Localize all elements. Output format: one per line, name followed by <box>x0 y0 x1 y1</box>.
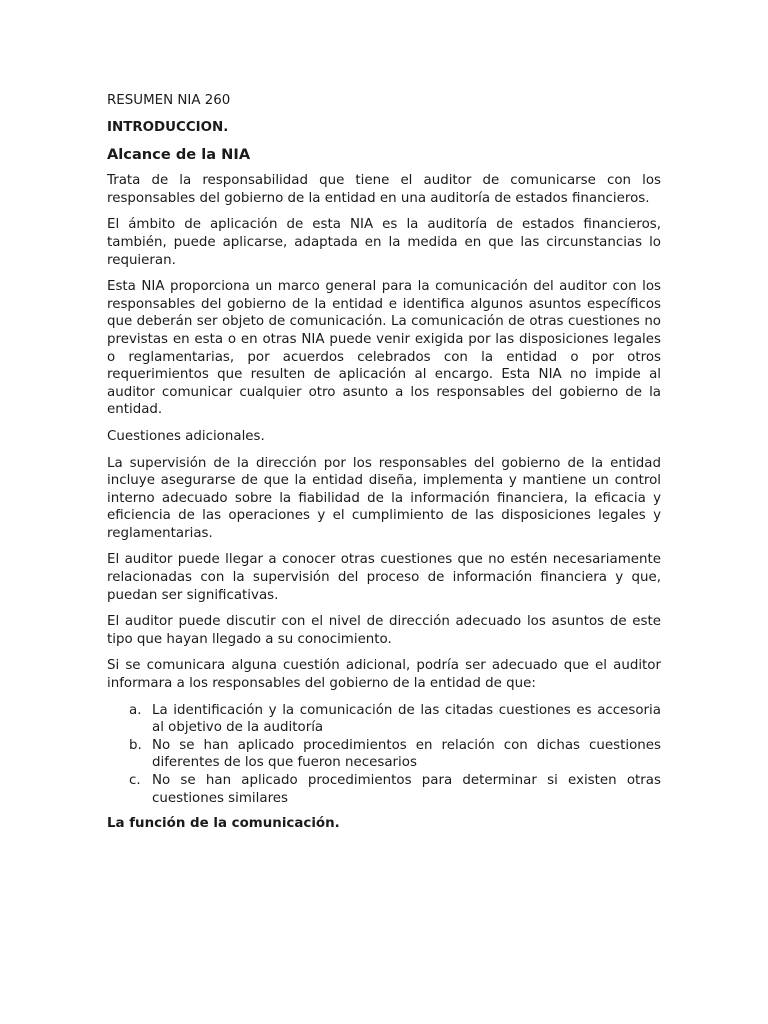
intro-heading: INTRODUCCION. <box>107 119 229 135</box>
document-title: RESUMEN NIA 260 <box>107 93 231 108</box>
list-marker: a. <box>129 702 142 718</box>
paragraph-additional-communication: Si se comunicara alguna cuestión adicional, podría ser adecuado que el auditor informara a los responsables del gobierno de la entidad de que: <box>107 658 661 692</box>
additional-issues-subheading: Cuestiones adicionales. <box>107 428 265 444</box>
paragraph-discussion: El auditor puede discutir con el nivel de dirección adecuado los asuntos de este tipo que hayan llegado a su conocimiento. <box>107 614 661 647</box>
document-page <box>107 92 661 842</box>
paragraph-other-issues: El auditor puede llegar a conocer otras cuestiones que no estén necesariamente relacionadas con la supervisión del proceso de información financiera y que, puedan ser significativas. <box>107 552 661 603</box>
list-item-text: No se han aplicado procedimientos en relación con dichas cuestiones diferentes de los que fueron necesarios <box>152 737 661 771</box>
scope-heading: Alcance de la NIA <box>107 146 251 164</box>
list-marker: c. <box>129 773 141 788</box>
list-item <box>107 702 661 737</box>
function-heading: La función de la comunicación. <box>107 816 340 832</box>
paragraph-scope: El ámbito de aplicación de esta NIA es la auditoría de estados financieros, también, puede aplicarse, adaptada en la medida en que las circunstancias lo requieran. <box>107 217 661 268</box>
paragraph-supervision: La supervisión de la dirección por los responsables del gobierno de la entidad incluye asegurarse de que la entidad diseña, implementa y mantiene un control interno adecuado sobre la fiabilidad de la información financiera, la eficacia y eficiencia de las operaciones y el cumplimiento de las disposiciones legales y reglamentarias. <box>107 455 661 541</box>
paragraph-framework: Esta NIA proporciona un marco general para la comunicación del auditor con los responsables del gobierno de la entidad e identifica algunos asuntos específicos que deberán ser objeto de comunicación. La comunicación de otras cuestiones no previstas en esta o en otras NIA puede venir exigida por las disposiciones legales o reglamentarias, por acuerdos celebrados con la entidad o por otros requerimientos que resulten de aplicación al encargo. Esta NIA no impide al auditor comunicar cualquier otro asunto a los responsables del gobierno de la entidad. <box>107 279 661 418</box>
list-item-text: No se han aplicado procedimientos para determinar si existen otras cuestiones similares <box>152 773 661 806</box>
list-marker: b. <box>129 737 142 753</box>
paragraph-responsibility: Trata de la responsabilidad que tiene el auditor de comunicarse con los responsables del gobierno de la entidad en una auditoría de estados financieros. <box>107 173 661 206</box>
list-item-text: La identificación y la comunicación de las citadas cuestiones es accesoria al objetivo de la auditoría <box>152 702 661 736</box>
conditions-list <box>107 702 661 808</box>
list-item <box>107 737 661 772</box>
list-item <box>107 772 661 807</box>
